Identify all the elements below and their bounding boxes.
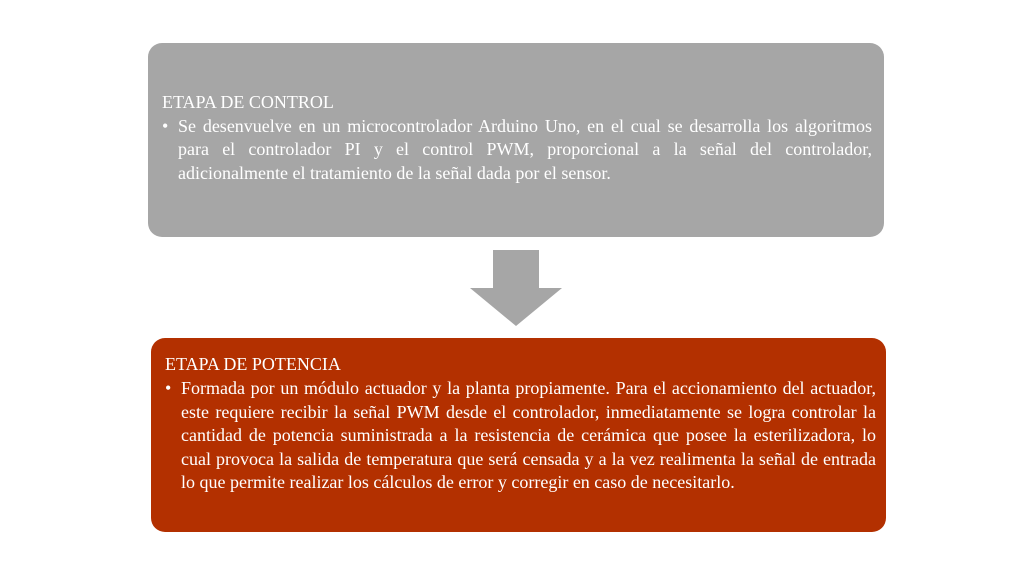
bullet-icon: • bbox=[162, 116, 169, 136]
control-stage-bullet-item bbox=[160, 115, 872, 185]
power-stage-text: Formada por un módulo actuador y la planta propiamente. Para el accionamiento del actuador, este requiere recibir la señal PWM desde el controlador, inmediatamente se logra controlar la cantidad de potencia suministrada a la resistencia de cerámica que posee la esterilizadora, lo cual provoca la salida de temperatura que será censada y a la vez realimenta la señal de entrada lo que permite realizar los cálculos de error y corregir en caso de necesitarlo. bbox=[181, 378, 876, 493]
control-stage-box bbox=[148, 43, 884, 237]
power-stage-title: ETAPA DE POTENCIA bbox=[165, 354, 341, 374]
control-stage-text: Se desenvuelve en un microcontrolador Arduino Uno, en el cual se desarrolla los algoritmos para el controlador PI y el control PWM, proporcional a la señal del controlador, adicionalmente el tratamiento de la señal dada por el sensor. bbox=[178, 116, 872, 183]
bullet-icon: • bbox=[165, 378, 172, 398]
down-arrow-icon bbox=[470, 250, 562, 326]
power-stage-bullet-item bbox=[163, 377, 876, 495]
control-stage-title: ETAPA DE CONTROL bbox=[162, 92, 334, 112]
down-arrow-shape bbox=[470, 250, 562, 326]
power-stage-box bbox=[151, 338, 886, 532]
